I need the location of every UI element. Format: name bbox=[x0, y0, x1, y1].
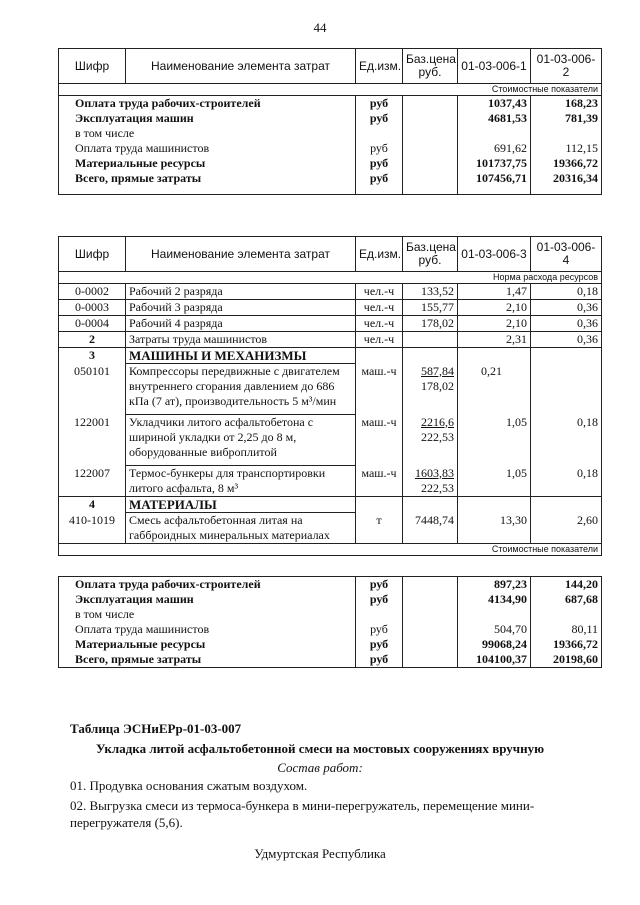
subheader: Норма расхода ресурсов bbox=[59, 272, 602, 284]
section-header: 3 МАШИНЫ И МЕХАНИЗМЫ bbox=[59, 348, 602, 364]
table-row: Оплата труда рабочих-строителей руб 897,23 144,20 bbox=[59, 577, 602, 593]
header-code: Шифр bbox=[59, 237, 126, 272]
work-item: 02. Выгрузка смеси из термоса-бункера в мини-перегружатель, перемещение мини-перегружателя (5,6). bbox=[70, 798, 535, 830]
table-row: Всего, прямые затраты руб 107456,71 20316,34 bbox=[59, 171, 602, 195]
table-row: 0-0002 Рабочий 2 разряда чел.-ч 133,52 1,47 0,18 bbox=[59, 284, 602, 300]
table-row: 0-0004 Рабочий 4 разряда чел.-ч 178,02 2,10 0,36 bbox=[59, 316, 602, 332]
cost-table-2-totals bbox=[58, 576, 602, 668]
page-number: 44 bbox=[313, 20, 327, 35]
table-row: Эксплуатация машин руб 4134,90 687,68 bbox=[59, 592, 602, 607]
header-unit: Ед.изм. bbox=[356, 49, 403, 84]
table-row: в том числе bbox=[59, 607, 602, 622]
table-row: 0-0003 Рабочий 3 разряда чел.-ч 155,77 2,10 0,36 bbox=[59, 300, 602, 316]
table-row: 122001 Укладчики литого асфальтобетона с шириной укладки от 2,25 до 8 м, оборудованные виброплитой маш.-ч 2216,6 222,53 1,05 0,18 bbox=[59, 415, 602, 466]
table-row: 2 Затраты труда машинистов чел.-ч 2,31 0,36 bbox=[59, 332, 602, 348]
table-row: Эксплуатация машин руб 4681,53 781,39 bbox=[59, 111, 602, 126]
table-row: 410-1019 Смесь асфальтобетонная литая на габброидных минеральных материалах т 7448,74 13,30 2,60 bbox=[59, 513, 602, 544]
section-title: Укладка литой асфальтобетонной смеси на мостовых сооружениях вручную bbox=[95, 741, 545, 756]
table-row: в том числе bbox=[59, 126, 602, 141]
table-row: 050101 Компрессоры передвижные с двигателем внутреннего сгорания давлением до 686 кПа (7 ат), производительность 5 м³/мин маш.-ч 587,84 178,02 0,21 bbox=[59, 364, 602, 415]
header-base-price: Баз.цена руб. bbox=[403, 237, 458, 272]
table-row: Оплата труда машинистов руб 691,62 112,15 bbox=[59, 141, 602, 156]
subheader: Стоимостные показатели bbox=[59, 84, 602, 96]
header-col-b: 01-03-006-4 bbox=[531, 237, 602, 272]
subheader: Стоимостные показатели bbox=[59, 544, 602, 556]
header-code: Шифр bbox=[59, 49, 126, 84]
resource-table-2 bbox=[58, 236, 602, 556]
table-caption: Таблица ЭСНиЕРр-01-03-007 bbox=[70, 721, 242, 736]
header-col-a: 01-03-006-1 bbox=[458, 49, 531, 84]
table-row: Оплата труда машинистов руб 504,70 80,11 bbox=[59, 622, 602, 637]
header-name: Наименование элемента затрат bbox=[126, 49, 356, 84]
table-row: Всего, прямые затраты руб 104100,37 20198,60 bbox=[59, 652, 602, 668]
table-row: Материальные ресурсы руб 101737,75 19366,72 bbox=[59, 156, 602, 171]
header-base-price: Баз.цена руб. bbox=[403, 49, 458, 84]
table-row: 122007 Термос-бункеры для транспортировки литого асфальта, 8 м³ маш.-ч 1603,83 222,53 1,05 0,18 bbox=[59, 466, 602, 497]
header-col-a: 01-03-006-3 bbox=[458, 237, 531, 272]
section-subtitle: Состав работ: bbox=[277, 760, 363, 775]
header-unit: Ед.изм. bbox=[356, 237, 403, 272]
work-item: 01. Продувка основания сжатым воздухом. bbox=[70, 778, 308, 793]
page-footer: Удмуртская Республика bbox=[254, 846, 386, 861]
cost-table-1 bbox=[58, 48, 602, 195]
header-col-b: 01-03-006-2 bbox=[531, 49, 602, 84]
section-header: 4 МАТЕРИАЛЫ bbox=[59, 497, 602, 513]
table-row: Оплата труда рабочих-строителей руб 1037,43 168,23 bbox=[59, 96, 602, 112]
header-name: Наименование элемента затрат bbox=[126, 237, 356, 272]
table-row: Материальные ресурсы руб 99068,24 19366,72 bbox=[59, 637, 602, 652]
